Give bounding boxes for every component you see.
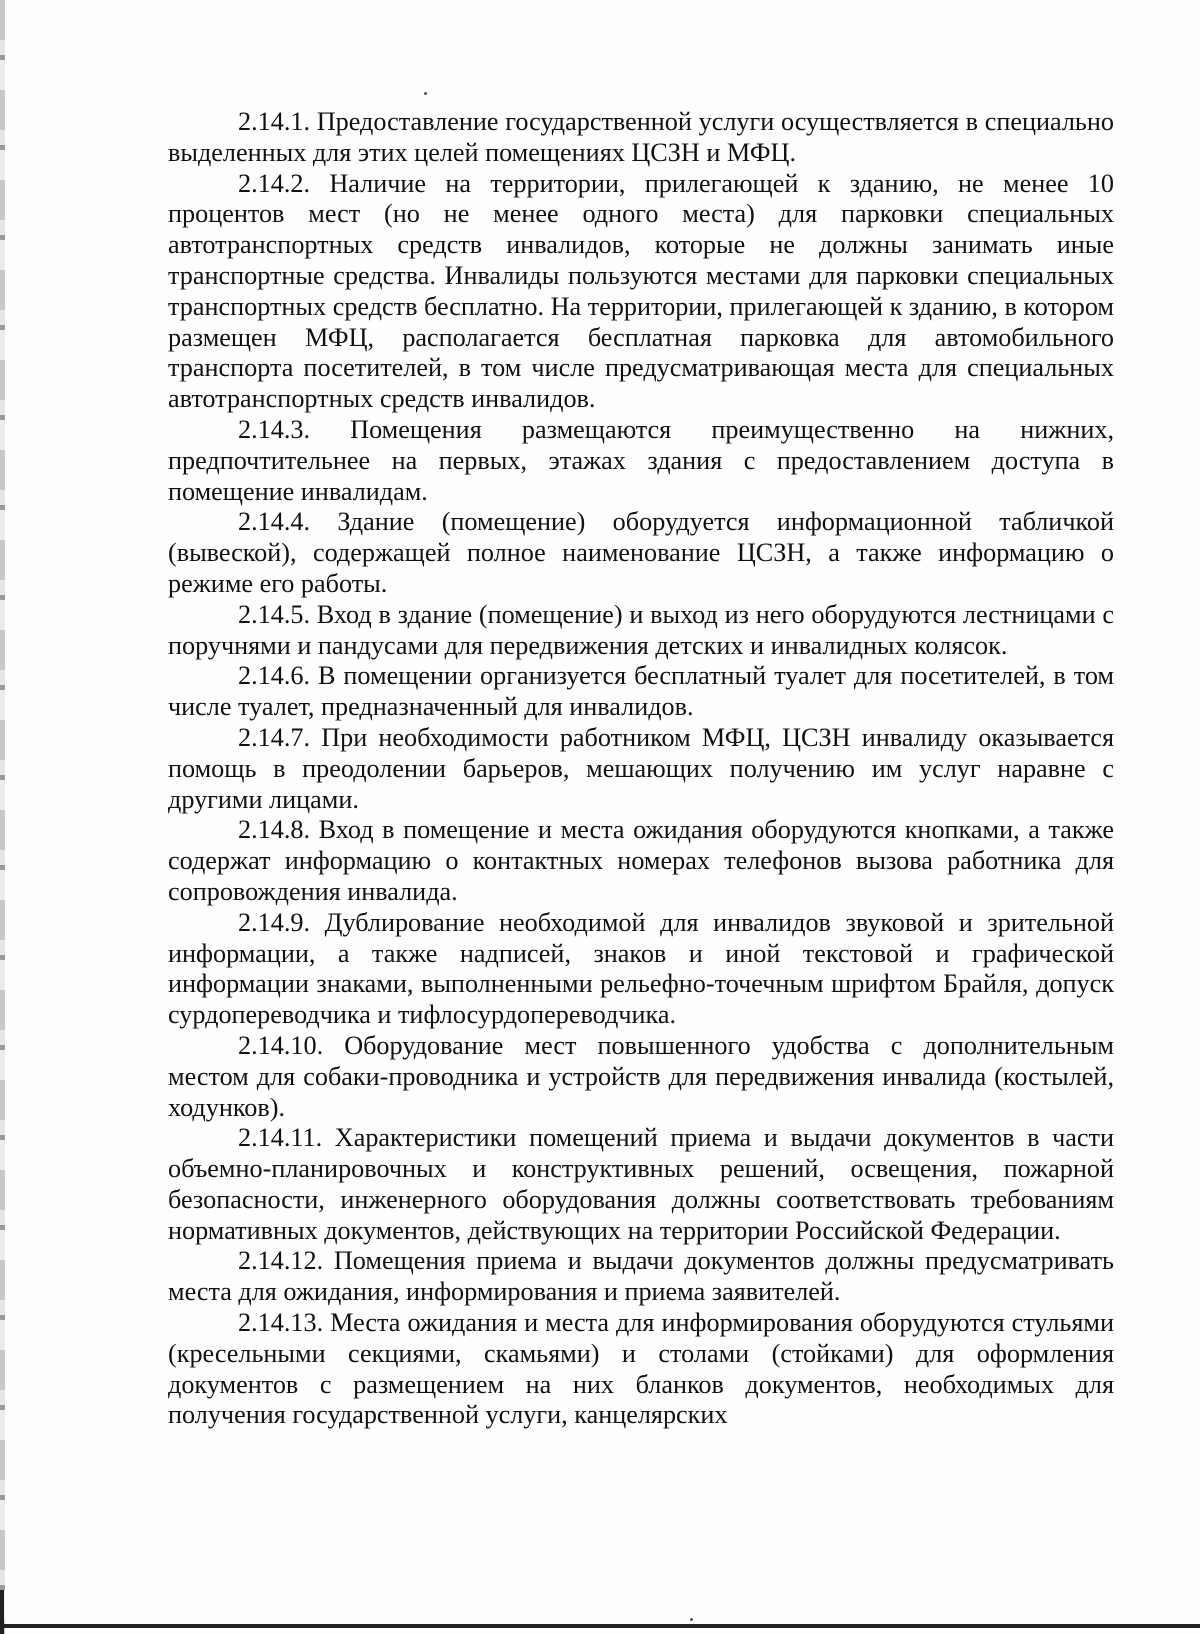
scan-bottom-border: [0, 1624, 1200, 1628]
paragraph-2-14-2: 2.14.2. Наличие на территории, прилегающей к зданию, не менее 10 процентов мест (но не менее одного места) для парковки специальных автотранспортных средств инвалидов, которые не должны занимать иные транспортные средства. Инвалиды пользуются местами для парковки специальных транспортных средств бесплатно. На территории, прилегающей к зданию, в котором размещен МФЦ, располагается бесплатная парковка для автомобильного транспорта посетителей, в том числе предусматривающая места для специальных автотранспортных средств инвалидов.: [168, 168, 1114, 414]
paragraph-2-14-9: 2.14.9. Дублирование необходимой для инвалидов звуковой и зрительной информации, а также надписей, знаков и иной текстовой и графической информации знаками, выполненными рельефно-точечным шрифтом Брайля, допуск сурдопереводчика и тифлосурдопереводчика.: [168, 907, 1114, 1030]
paragraph-2-14-1: 2.14.1. Предоставление государственной услуги осуществляется в специально выделенных для этих целей помещениях ЦСЗН и МФЦ.: [168, 107, 1114, 167]
paragraph-2-14-10: 2.14.10. Оборудование мест повышенного удобства с дополнительным местом для собаки-проводника и устройств для передвижения инвалида (костылей, ходунков).: [168, 1030, 1114, 1122]
scan-corner-mark: [0, 1590, 4, 1634]
paragraph-2-14-11: 2.14.11. Характеристики помещений приема и выдачи документов в части объемно-планировочных и конструктивных решений, освещения, пожарной безопасности, инженерного оборудования должны соответствовать требованиям нормативных документов, действующих на территории Российской Федерации.: [168, 1123, 1114, 1245]
paragraph-2-14-12: 2.14.12. Помещения приема и выдачи документов должны предусматривать места для ожидания, информирования и приема заявителей.: [168, 1246, 1114, 1307]
paragraph-2-14-6: 2.14.6. В помещении организуется бесплатный туалет для посетителей, в том числе туалет, предназначенный для инвалидов.: [168, 661, 1114, 722]
paragraph-2-14-4: 2.14.4. Здание (помещение) оборудуется информационной табличкой (вывеской), содержащей полное наименование ЦСЗН, а также информацию о режиме его работы.: [168, 507, 1114, 598]
paragraph-2-14-3: 2.14.3. Помещения размещаются преимущественно на нижних, предпочтительнее на первых, этажах здания с предоставлением доступа в помещение инвалидам.: [168, 414, 1114, 506]
paragraph-2-14-8: 2.14.8. Вход в помещение и места ожидания оборудуются кнопками, а также содержат информацию о контактных номерах телефонов вызова работника для сопровождения инвалида.: [168, 815, 1114, 906]
scan-speck: [424, 92, 427, 95]
paragraph-2-14-5: 2.14.5. Вход в здание (помещение) и выход из него оборудуются лестницами с поручнями и пандусами для передвижения детских и инвалидных колясок.: [168, 599, 1114, 660]
scan-speck: [690, 1618, 693, 1621]
document-body: [168, 107, 1114, 1431]
paragraph-2-14-7: 2.14.7. При необходимости работником МФЦ, ЦСЗН инвалиду оказывается помощь в преодолении барьеров, мешающих получению им услуг наравне с другими лицами.: [168, 722, 1114, 814]
scan-edge-artifact: [0, 0, 5, 1634]
paragraph-2-14-13: 2.14.13. Места ожидания и места для информирования оборудуются стульями (кресельными секциями, скамьями) и столами (стойками) для оформления документов с размещением на них бланков документов, необходимых для получения государственной услуги, канцелярских: [168, 1308, 1114, 1430]
